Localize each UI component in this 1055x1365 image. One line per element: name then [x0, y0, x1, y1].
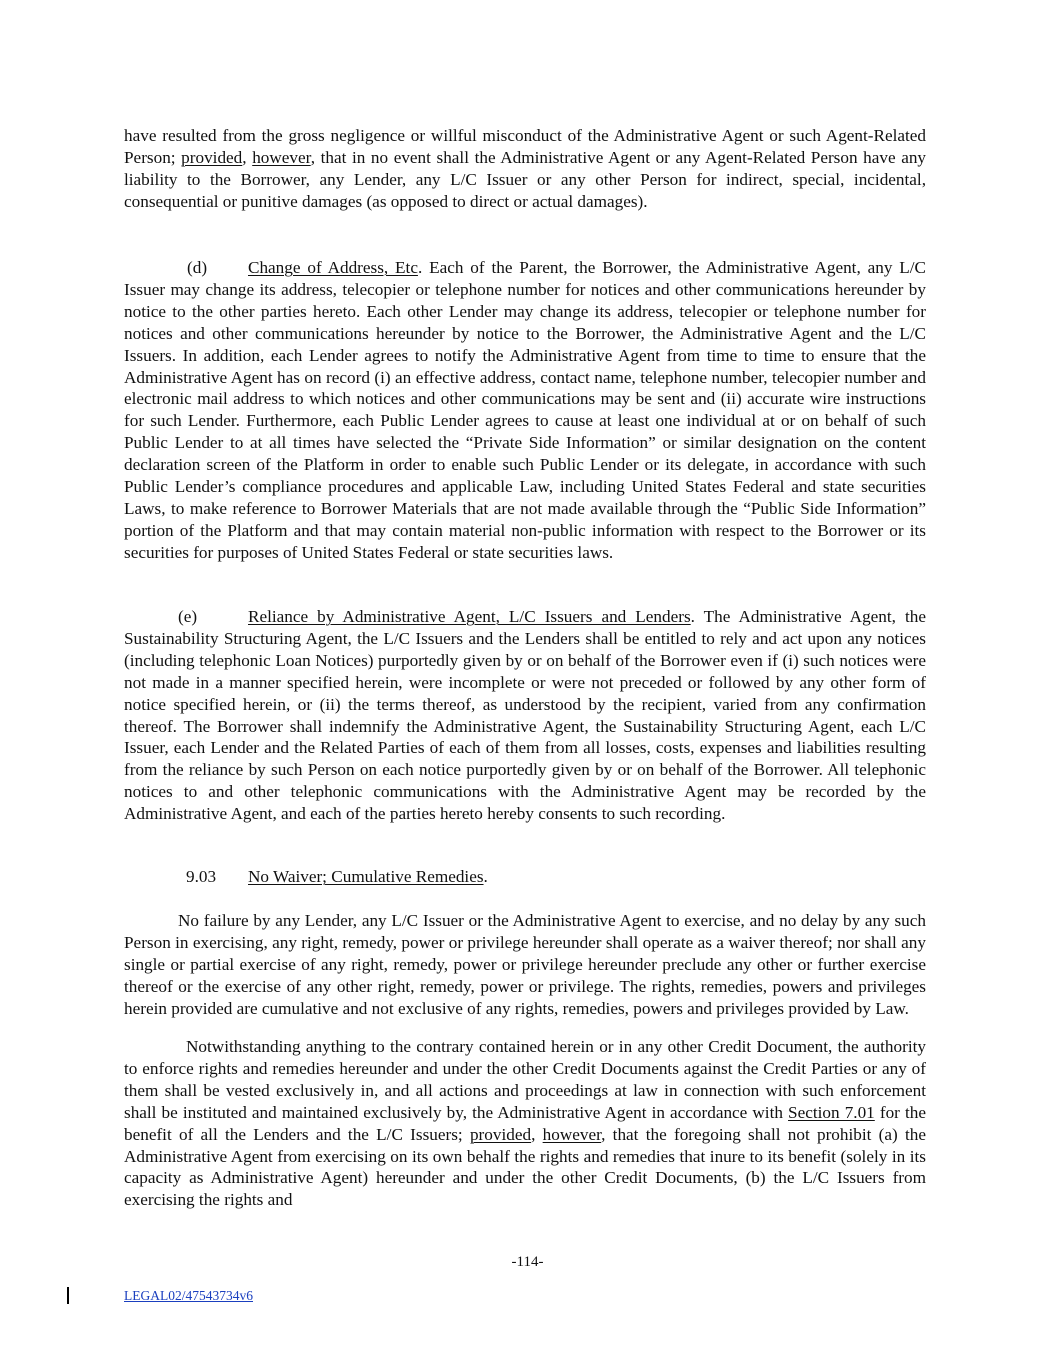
provided-term: provided [469, 1124, 532, 1144]
paragraph-reliance: (e) Reliance by Administrative Agent, L/C Issuers and Lenders. The Administrative Agent, the Sustainability Structuring Agent, the L/C Issuers and the Lenders shall be entitled to rely and act upon any notices (including telephonic Loan Notices) purportedly given by or on behalf of the Borrower even if (i) such notices were not made in a manner specified herein, were incomplete or were not preceded or followed by any other form of notice specified herein, or (ii) the terms thereof, as understood by the recipient, varied from any confirmation thereof. The Borrower shall indemnify the Administrative Agent, the Sustainability Structuring Agent, each L/C Issuer, each Lender and the Related Parties of each of them from all losses, costs, expenses and liabilities resulting from the reliance by such Person on each notice purportedly given by or on behalf of the Borrower. All telephonic notices to and other telephonic communications with the Administrative Agent may be recorded by the Administrative Agent, and each of the parties hereto hereby consents to such recording. [124, 607, 927, 824]
section-reference: Section 7.01 [788, 1102, 875, 1122]
document-id-link[interactable]: LEGAL02/47543734v6 [124, 1288, 253, 1303]
page-number: -114- [511, 1254, 544, 1270]
section-title: No Waiver; Cumulative Remedies [248, 867, 484, 886]
clause-title-d: Change of Address, Etc [248, 258, 418, 277]
section-number: 9.03 [186, 867, 217, 886]
however-term: however [252, 147, 311, 167]
clause-title-e: Reliance by Administrative Agent, L/C Issuers and Lenders [248, 607, 691, 626]
clause-label-e: (e) [178, 607, 198, 626]
change-bar [67, 1287, 69, 1304]
paragraph-change-of-address: (d) Change of Address, Etc. Each of the Parent, the Borrower, the Administrative Agent, any L/C Issuer may change its address, telecopier or telephone number for notices and other communications hereunder by notice to the other parties hereto. Each other Lender may change its address, telecopier or telephone number for notices and other communications hereunder by notice to the Borrower, the Administrative Agent and the L/C Issuers. In addition, each Lender agrees to notify the Administrative Agent from time to time to ensure that the Administrative Agent has on record (i) an effective address, contact name, telephone number, telecopier number and electronic mail address to which notices and other communications may be sent and (ii) accurate wire instructions for such Lender. Furthermore, each Public Lender agrees to cause at least one individual at or on behalf of such Public Lender to at all times have selected the “Private Side Information” or similar designation on the content declaration screen of the Platform in order to enable such Public Lender or its delegate, in accordance with such Public Lender’s compliance procedures and applicable Law, including United States Federal and state securities Laws, to make reference to Borrower Materials that are not made available through the “Public Side Information” portion of the Platform and that may contain material non-public information with respect to the Borrower or its securities for purposes of United States Federal or state securities laws. [124, 258, 926, 562]
provided-term: provided [181, 147, 243, 167]
however-term: however [542, 1124, 602, 1144]
paragraph-no-waiver: No failure by any Lender, any L/C Issuer or the Administrative Agent to exercise, and no delay by any such Person in exercising, any right, remedy, power or privilege hereunder shall operate as a waiver thereof; nor shall any single or partial exercise of any right, remedy, power or privilege hereunder preclude any other or further exercise thereof or the exercise of any other right, remedy, power or privilege. The rights, remedies, powers and privileges herein provided are cumulative and not exclusive of any rights, remedies, powers and privileges provided by Law. [124, 911, 926, 1018]
section-heading: 9.03 No Waiver; Cumulative Remedies. [186, 867, 488, 886]
clause-label-d: (d) [187, 258, 208, 277]
paragraph-notwithstanding: Notwithstanding anything to the contrary contained herein or in any other Credit Document, the authority to enforce rights and remedies hereunder and under the other Credit Documents against the Credit Parties or any of them shall be vested exclusively in, and all actions and proceedings at law in connection with such enforcement shall be instituted and maintained exclusively by, the Administrative Agent in accordance with Section 7.01 for the benefit of all the Lenders and the L/C Issuers; provided, however, that the foregoing shall not prohibit (a) the Administrative Agent from exercising on its own behalf the rights and remedies that inure to its benefit (solely in its capacity as Administrative Agent) hereunder and under the other Credit Documents, (b) the L/C Issuers from exercising the rights and [124, 1037, 926, 1210]
paragraph-damages: have resulted from the gross negligence or willful misconduct of the Administrative Agent or such Agent-Related Person; provided, however, that in no event shall the Administrative Agent or any Agent-Related Person have any liability to the Borrower, any Lender, any L/C Issuer or any other Person for indirect, special, incidental, consequential or punitive damages (as opposed to direct or actual damages). [124, 126, 927, 211]
